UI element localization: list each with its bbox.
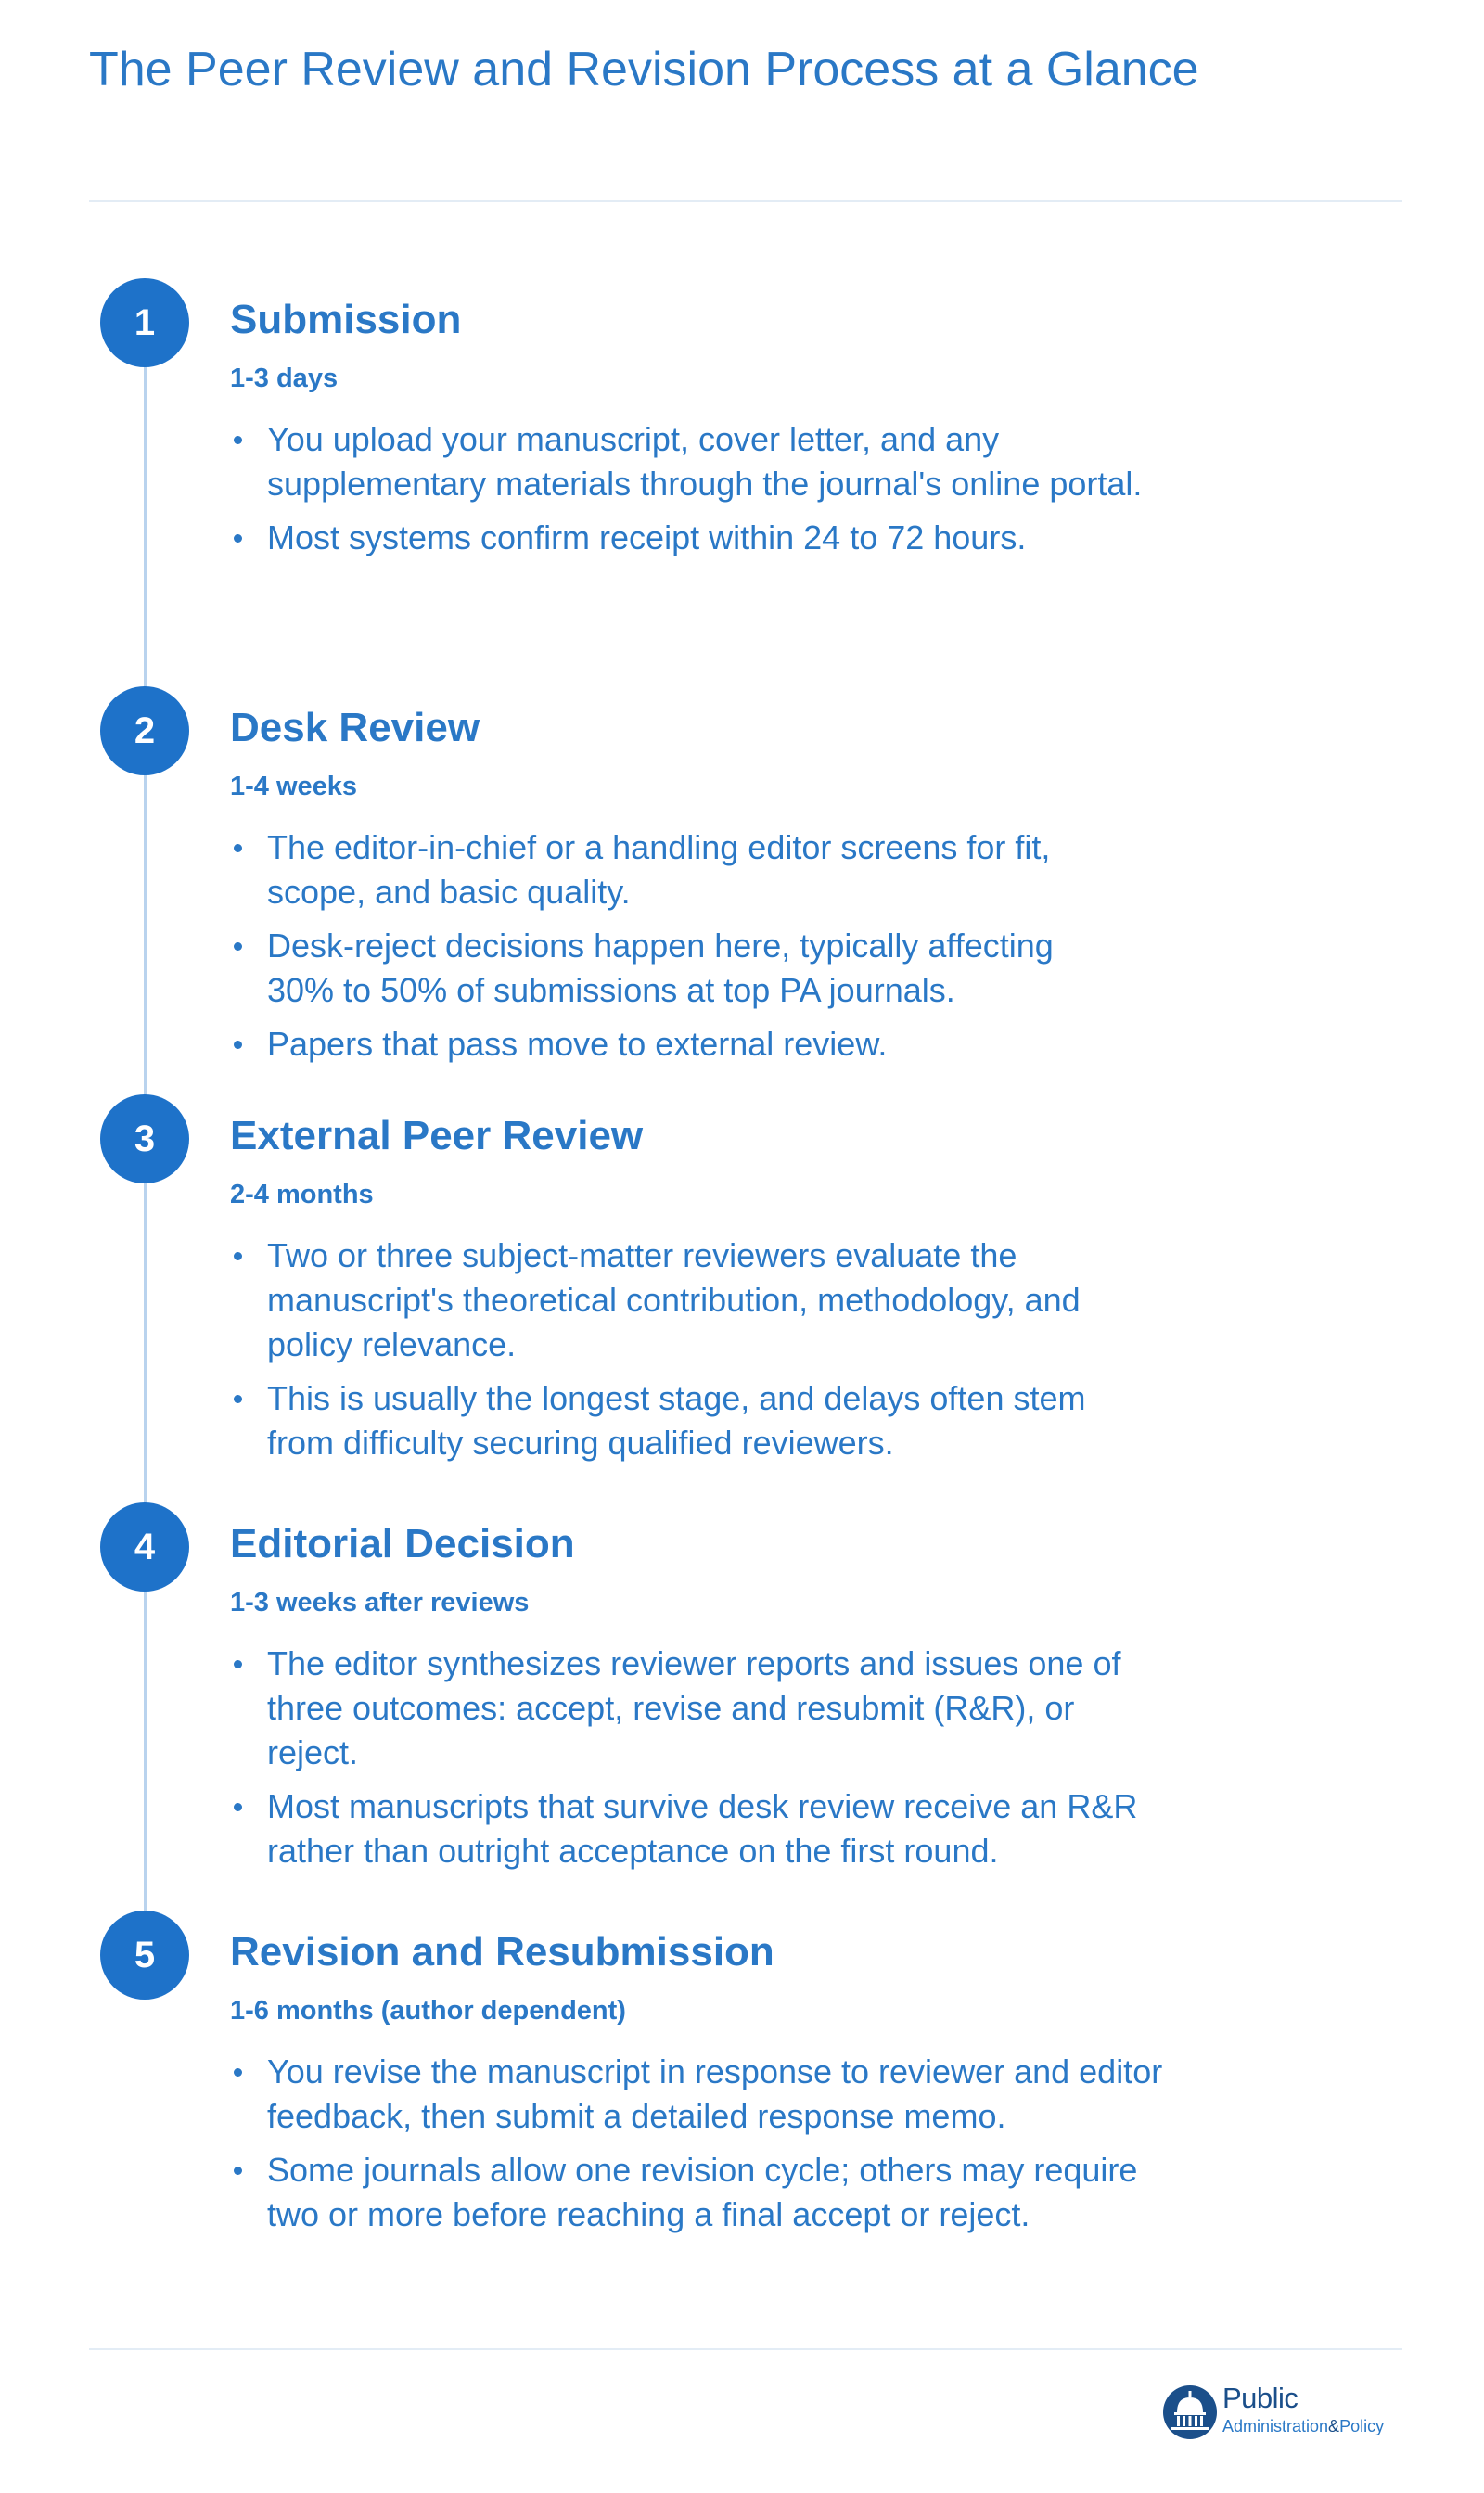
capitol-dome-icon (1161, 2384, 1219, 2441)
footer-divider (89, 2348, 1402, 2350)
step-bullet-list (230, 2050, 1185, 2246)
step-title: Editorial Decision (230, 1521, 575, 1566)
list-item: You revise the manuscript in response to reviewer and editor feedback, then submit a detailed response memo. (230, 2050, 1185, 2139)
logo-word-administration: Administration (1222, 2417, 1329, 2435)
list-item: Desk-reject decisions happen here, typically affecting 30% to 50% of submissions at top PA journals. (230, 924, 1102, 1013)
list-item: Two or three subject-matter reviewers evaluate the manuscript's theoretical contribution, methodology, and policy relevance. (230, 1234, 1158, 1367)
list-item: Most systems confirm receipt within 24 to 72 hours. (230, 516, 1158, 560)
step-bullet-list (230, 1642, 1158, 1883)
step-bullet-list (230, 825, 1102, 1076)
list-item: The editor-in-chief or a handling editor screens for fit, scope, and basic quality. (230, 825, 1102, 914)
step-duration: 1-3 days (230, 364, 339, 393)
step-number-badge: 4 (100, 1502, 189, 1592)
page-title: The Peer Review and Revision Process at a Glance (89, 43, 1199, 96)
step-title: Revision and Resubmission (230, 1929, 774, 1975)
step-duration: 1-3 weeks after reviews (230, 1588, 530, 1617)
step-number-badge: 1 (100, 278, 189, 367)
list-item: Some journals allow one revision cycle; others may require two or more before reaching a final accept or reject. (230, 2148, 1185, 2237)
step-number-badge: 3 (100, 1094, 189, 1183)
header-divider (89, 200, 1402, 202)
step-bullet-list (230, 1234, 1158, 1475)
publisher-logo (1161, 2382, 1412, 2447)
logo-wordmark-primary: Public (1222, 2382, 1298, 2414)
step-bullet-list (230, 417, 1158, 569)
step-duration: 1-4 weeks (230, 772, 358, 801)
step-title: Submission (230, 297, 462, 342)
step-title: External Peer Review (230, 1113, 644, 1158)
list-item: This is usually the longest stage, and delays often stem from difficulty securing qualified reviewers. (230, 1376, 1158, 1465)
step-number-badge: 5 (100, 1911, 189, 2000)
step-number-badge: 2 (100, 686, 189, 775)
step-duration: 1-6 months (author dependent) (230, 1996, 626, 2026)
step-title: Desk Review (230, 705, 480, 750)
list-item: The editor synthesizes reviewer reports and issues one of three outcomes: accept, revise and resubmit (R&R), or reject. (230, 1642, 1158, 1775)
logo-ampersand: & (1328, 2417, 1340, 2435)
step-duration: 2-4 months (230, 1180, 374, 1209)
list-item: Most manuscripts that survive desk review receive an R&R rather than outright acceptance on the first round. (230, 1784, 1158, 1873)
logo-word-policy: Policy (1339, 2417, 1385, 2435)
logo-wordmark-secondary (1222, 2417, 1384, 2436)
list-item: Papers that pass move to external review. (230, 1022, 1102, 1067)
list-item: You upload your manuscript, cover letter, and any supplementary materials through the journal's online portal. (230, 417, 1158, 506)
